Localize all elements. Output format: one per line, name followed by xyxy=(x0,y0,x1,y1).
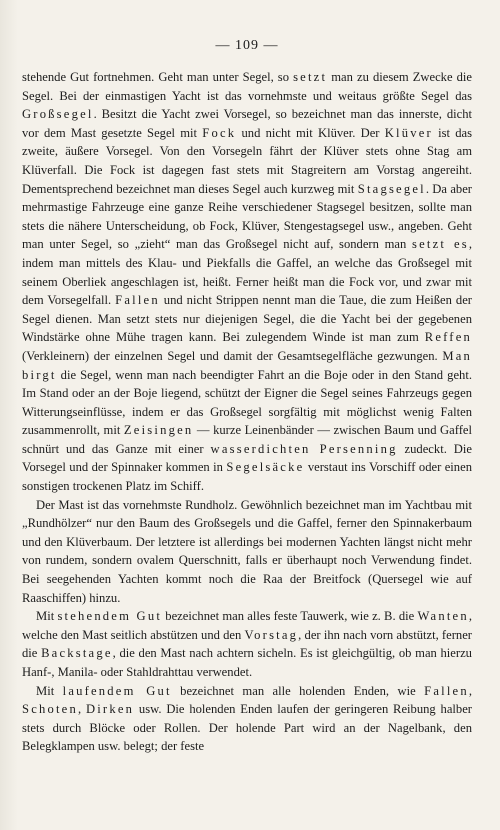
spaced-term: setzt es xyxy=(411,237,469,252)
text-run: ist das zweite, äußere Vorsegel. Von den Vorsegeln fährt der Klüver stets ohne Stag am Klüverfall. Die Fock ist dagegen fast stets mit Stagreitern am Vorstag angereiht. Dementsprechend bezeichnet man dieses Segel auch kurzweg mit xyxy=(22,125,473,196)
text-run: Der Mast ist das vornehmste Rundholz. Gewöhnlich bezeichnet man im Yachtbau mit „Rundhölzer“ nur den Baum des Großsegels und die Gaffel, ferner den Spinnakerbaum und den Klüverbaum. Der letztere ist allerdings bei modernen Yachten längst nicht mehr von rundem, sondern ovalem Querschnitt, falls er überhaupt noch Verwendung findet. Bei seegehenden Yachten kommt noch die Raa der Breitfock (Quersegel wie auf Raaschiffen) hinzu. xyxy=(22,497,472,605)
spaced-term: Backstage xyxy=(41,646,113,661)
spaced-term: Reffen xyxy=(424,330,472,345)
paragraph-sails xyxy=(22,68,472,496)
text-run: — kurze Leinenbänder — zwischen Baum und Gaffel schnürt und das Ganze mit einer xyxy=(22,423,472,456)
spaced-term: stehendem Gut xyxy=(57,609,163,624)
spaced-term: Wanten xyxy=(417,609,469,624)
paragraph-mast xyxy=(22,496,472,608)
text-run: bezeichnet man alles feste Tauwerk, wie z. B. die xyxy=(162,609,418,624)
text-run: , xyxy=(77,702,86,717)
spaced-term: Stagsegel xyxy=(357,181,426,196)
text-run: , die den Mast nach achtern sicheln. Es ist gleichgültig, ob man hierzu Hanf-, Manila- oder Stahldrahttau verwendet. xyxy=(22,646,472,679)
text-run: , welche den Mast seitlich abstützen und den xyxy=(22,609,472,642)
spaced-term: Man birgt xyxy=(22,348,472,382)
text-run: . Besitzt die Yacht zwei Vorsegel, so bezeichnet man das innerste, dicht vor dem Mast gesetzte Segel mit xyxy=(22,107,472,140)
text-run: verstaut ins Vorschiff oder einen sonstigen trockenen Platz im Schiff. xyxy=(22,460,472,494)
text-run: bezeichnet man alle holenden Enden, wie xyxy=(171,683,425,698)
text-run: und nicht mit Klüver. Der xyxy=(236,125,385,140)
text-run: stehende Gut fortnehmen. Geht man unter Segel, so xyxy=(22,70,294,84)
text-run: zudeckt. Die Vorsegel und der Spinnaker kommen in xyxy=(22,441,472,475)
spaced-term: Dirken xyxy=(85,702,135,717)
spaced-term: Klüver xyxy=(384,125,433,140)
text-run: . Da aber mehrmastige Fahrzeuge eine ganze Reihe verschiedener Stagsegel besitzen, sollte man stets die nähere Unterscheidung, ob Fock, Klüver, Stengestagsegel usw., angeben. Geht man unter Segel, so „zieht“ man das Großsegel nicht auf, sondern man xyxy=(22,181,472,252)
spaced-term: Großsegel xyxy=(22,107,94,122)
body-text xyxy=(22,68,472,756)
page-number: — 109 — xyxy=(215,38,279,53)
spaced-term: Zeisingen xyxy=(123,423,194,438)
spaced-term: wasserdichten Persenning xyxy=(210,441,398,456)
text-run: Mit xyxy=(36,609,58,624)
paragraph-running-rigging xyxy=(22,682,472,756)
spaced-term: Segelsäcke xyxy=(226,460,305,475)
spaced-term: Fallen xyxy=(424,683,469,698)
text-run: Mit xyxy=(36,683,63,698)
text-run: usw. Die holenden Enden laufen der geringeren Reibung halber stets durch Blöcke oder Rollen. Der holende Part wird an der Nagelbank, den Belegklampen usw. belegt; der feste xyxy=(22,702,472,754)
text-run: , xyxy=(468,683,472,698)
spaced-term: Fock xyxy=(202,125,237,140)
spaced-term: Fallen xyxy=(115,293,160,308)
text-run: (Verkleinern) der einzelnen Segel und damit der Gesamtsegelfläche gezwungen. xyxy=(22,348,443,363)
spaced-term: Schoten xyxy=(22,702,78,717)
text-run: die Segel, wenn man nach beendigter Fahrt an die Boje oder in den Stand geht. Im Stand oder an der Boje liegend, schützt der Eigner die Segel seines Fahrzeugs gegen Witterungseinflüsse, indem er das Großsegel sorgfältig mit möglichst wenig Falten zusammenrollt, mit xyxy=(22,367,472,438)
spaced-term: Vorstag xyxy=(244,627,299,642)
spaced-term: setzt xyxy=(293,70,328,84)
text-run: , indem man mittels des Klau- und Piekfalls die Gaffel, an welche das Großsegel mit seinem Oberliek angeschlagen ist, heißt. Ferner heißt man die Fock vor, und zwar mit dem Vorsegelfall. xyxy=(22,237,472,308)
spaced-term: laufendem Gut xyxy=(62,683,172,698)
text-run: , der ihn nach vorn abstützt, ferner die xyxy=(22,627,472,661)
text-run: man zu diesem Zwecke die Segel. Bei der einmastigen Yacht ist das vornehmste und weitaus größte Segel das xyxy=(22,70,472,103)
text-run: und nicht Strippen nennt man die Taue, die zum Heißen der Segel dienen. Man setzt stets nur diejenigen Segel, die die Yacht bei der gegebenen Windstärke ohne Mühe tragen kann. Bei zulegendem Winde ist man zum xyxy=(22,293,472,345)
paragraph-standing-rigging xyxy=(22,607,472,681)
